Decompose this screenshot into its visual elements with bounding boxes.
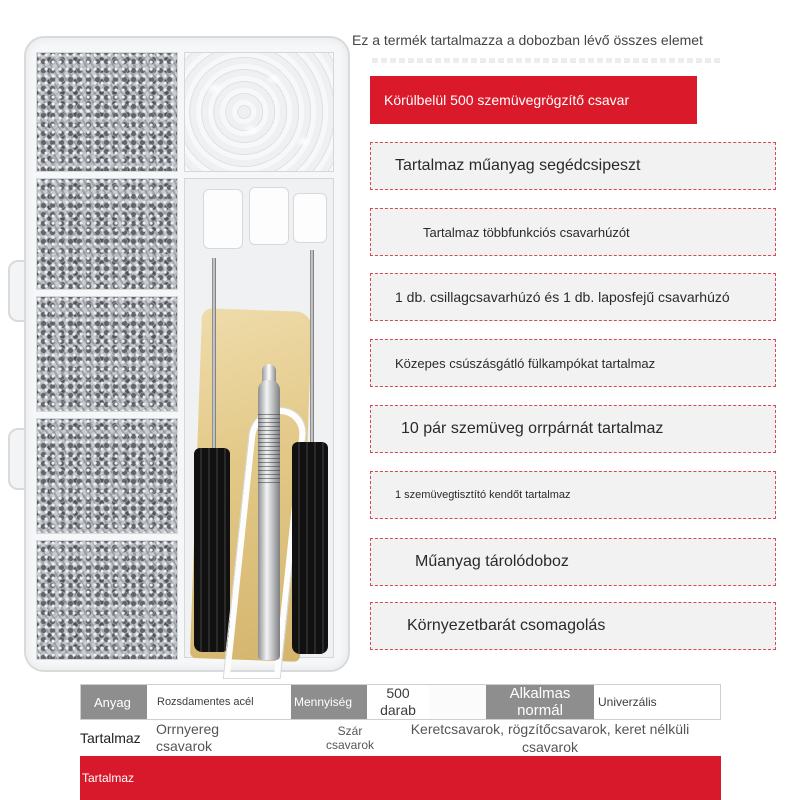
frame-screws-value: Keretcsavarok, rögzítőcsavarok, keret nélküli csavarok <box>402 720 698 756</box>
screw-compartment <box>36 296 178 412</box>
feature-storage-box: Műanyag tárolódoboz <box>370 538 776 586</box>
spec-row <box>80 720 721 756</box>
spec-row <box>80 756 721 800</box>
flathead-screwdriver <box>292 442 328 654</box>
feature-nose-pads: 10 pár szemüveg orrpárnát tartalmaz <box>370 405 776 453</box>
quantity-value: 500 darab <box>367 685 429 719</box>
screwdriver-shaft <box>310 250 314 450</box>
nose-screws-value: Orrnyereg csavarok <box>156 720 240 756</box>
contents-heading: Ez a termék tartalmazza a dobozban lévő összes elemet <box>352 32 703 48</box>
suitable-label: Alkalmas normál <box>486 685 594 719</box>
feature-multitool: Tartalmaz többfunkciós csavarhúzót <box>370 208 776 256</box>
feature-packaging: Környezetbarát csomagolás <box>370 602 776 650</box>
contents-label: Tartalmaz <box>80 730 141 746</box>
screw-compartment <box>36 52 178 172</box>
feature-screws: Körülbelül 500 szemüvegrögzítő csavar <box>370 76 697 124</box>
temple-screws-value: Szár csavarok <box>316 720 384 756</box>
contents-label-2: Tartalmaz <box>82 771 135 785</box>
suitable-value: Univerzális <box>594 685 720 719</box>
screw-compartment <box>36 178 178 290</box>
phillips-screwdriver <box>194 448 230 652</box>
heading-divider <box>372 58 722 63</box>
quantity-label: Mennyiség <box>291 685 367 719</box>
multitool-grip <box>258 412 280 486</box>
feature-screwdrivers: 1 db. csillagcsavarhúzó és 1 db. laposfejű csavarhúzó <box>370 273 776 321</box>
feature-tweezer: Tartalmaz műanyag segédcsipeszt <box>370 142 776 190</box>
feature-ear-hooks: Közepes csúszásgátló fülkampókat tartalmaz <box>370 339 776 387</box>
product-photo <box>6 28 352 676</box>
screw-compartment <box>36 540 178 660</box>
nose-pads-compartment <box>184 52 334 172</box>
feature-cleaning-cloth: 1 szemüvegtisztító kendőt tartalmaz <box>370 471 776 519</box>
screwdriver-shaft <box>212 258 216 458</box>
spec-row <box>80 684 721 720</box>
material-value: Rozsdamentes acél <box>147 685 291 719</box>
spec-table <box>80 684 721 800</box>
material-label: Anyag <box>81 685 147 719</box>
screw-compartment <box>36 418 178 534</box>
